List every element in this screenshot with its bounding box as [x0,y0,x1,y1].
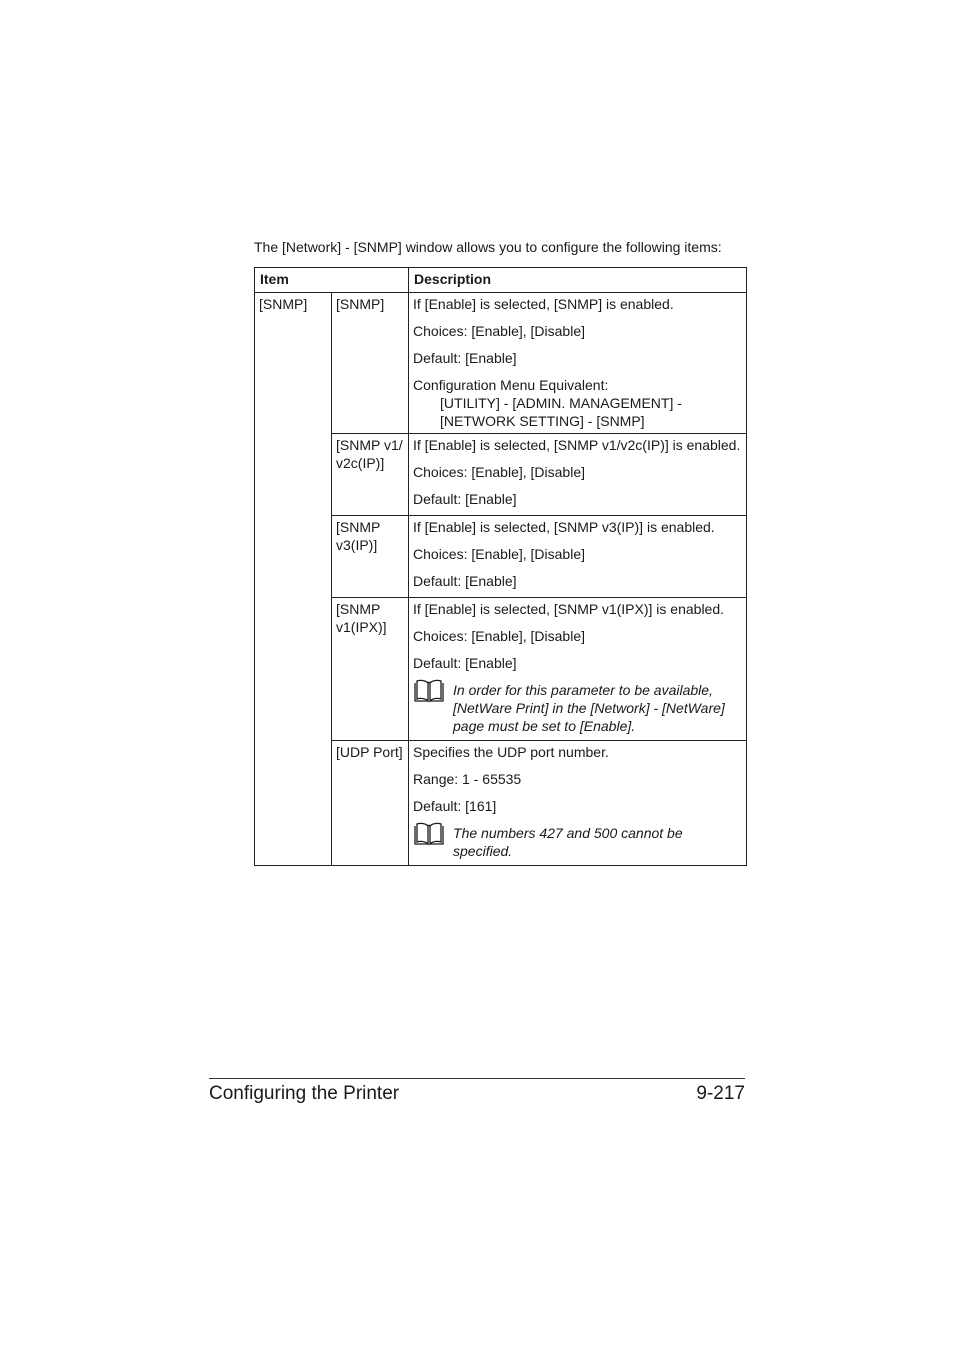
table-header-row [255,268,747,293]
sub-item-line: v2c(IP)] [336,455,385,471]
description-text: If [Enable] is selected, [SNMP] is enabled. [413,296,674,312]
table-row [255,293,747,434]
description-cell [409,293,747,434]
sub-item-line: [SNMP v1/ [336,437,403,453]
footer-title: Configuring the Printer [209,1083,400,1104]
note-text: The numbers 427 and 500 cannot be specified. [453,825,683,859]
default-text: Default: [Enable] [413,350,517,366]
description-text: If [Enable] is selected, [SNMP v1/v2c(IP)] is enabled. [413,437,741,453]
description-cell [409,741,747,866]
description-cell [409,434,747,516]
header-item: Item [255,268,409,293]
choices-text: Choices: [Enable], [Disable] [413,628,585,644]
config-label: Configuration Menu Equivalent: [413,377,609,393]
range-text: Range: 1 - 65535 [413,771,522,787]
footer-divider [209,1078,745,1079]
open-book-icon [413,822,445,846]
sub-item-line: [SNMP [336,519,381,535]
settings-table [254,267,747,866]
sub-item-cell [332,434,409,516]
open-book-icon [413,679,445,703]
group-cell: [SNMP] [255,293,332,866]
note [413,824,742,860]
description-cell [409,598,747,741]
default-text: Default: [Enable] [413,573,517,589]
intro-text: The [Network] - [SNMP] window allows you to configure the following items: [254,239,722,255]
sub-item-cell: [SNMP] [332,293,409,434]
note [413,681,742,735]
default-text: Default: [161] [413,798,497,814]
choices-text: Choices: [Enable], [Disable] [413,464,585,480]
choices-text: Choices: [Enable], [Disable] [413,546,585,562]
sub-item-line: [SNMP [336,601,381,617]
sub-item-line: v1(IPX)] [336,619,387,635]
sub-item-cell [332,598,409,741]
choices-text: Choices: [Enable], [Disable] [413,323,585,339]
sub-item-cell [332,516,409,598]
note-text: In order for this parameter to be available, [NetWare Print] in the [Network] - [NetWare] page must be set to [Enable]. [453,682,725,734]
header-description: Description [409,268,747,293]
page-number: 9-217 [696,1083,745,1104]
sub-item-cell: [UDP Port] [332,741,409,866]
sub-item-line: v3(IP)] [336,537,378,553]
config-path-line: [NETWORK SETTING] - [SNMP] [440,413,645,429]
default-text: Default: [Enable] [413,655,517,671]
config-path-line: [UTILITY] - [ADMIN. MANAGEMENT] - [440,395,682,411]
default-text: Default: [Enable] [413,491,517,507]
description-text: If [Enable] is selected, [SNMP v3(IP)] is enabled. [413,519,715,535]
description-text: Specifies the UDP port number. [413,744,609,760]
description-text: If [Enable] is selected, [SNMP v1(IPX)] is enabled. [413,601,725,617]
description-cell [409,516,747,598]
